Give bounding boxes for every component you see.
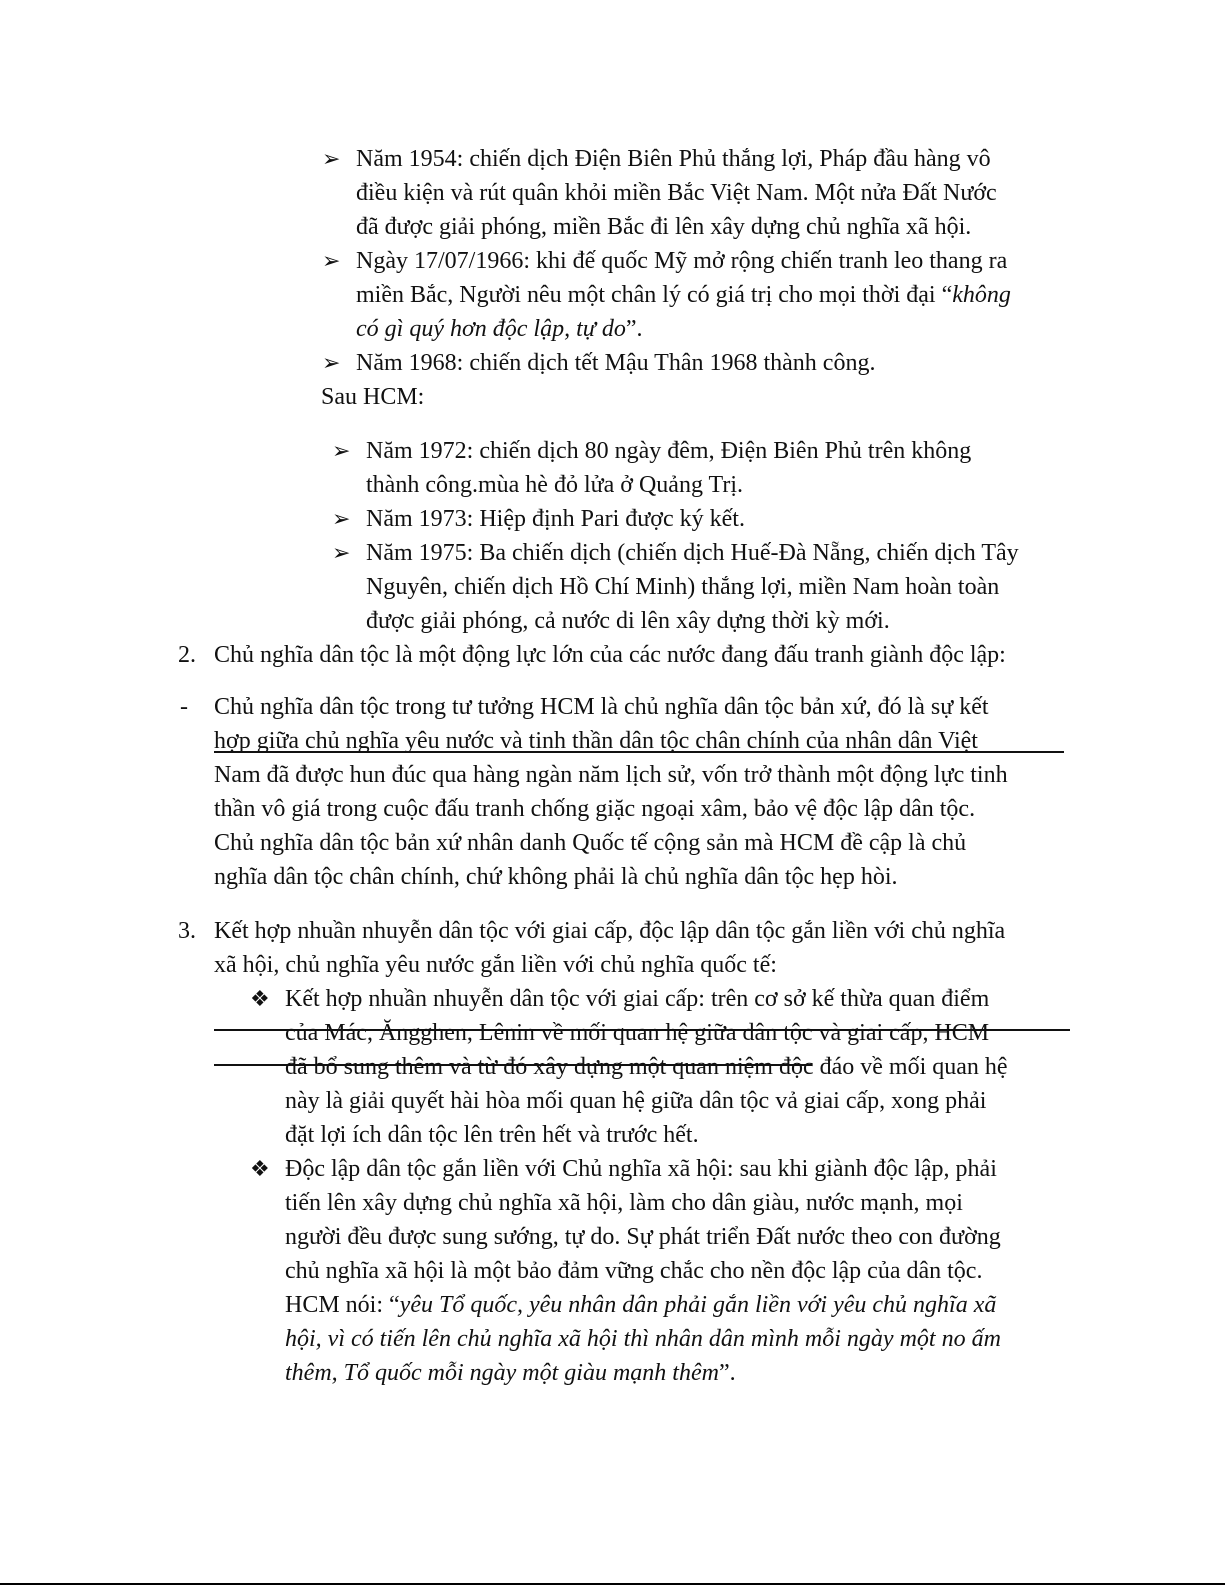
list-item-1954-line2: điều kiện và rút quân khỏi miền Bắc Việt Nam. Một nửa Đất Nước xyxy=(356,180,997,206)
list-item-1975-line1: Năm 1975: Ba chiến dịch (chiến dịch Huế-Đà Nẵng, chiến dịch Tây xyxy=(366,540,1019,566)
section3-heading-line1: Kết hợp nhuần nhuyễn dân tộc với giai cấp, độc lập dân tộc gắn liền với chủ nghĩa xyxy=(214,918,1006,944)
list-item-1968: Năm 1968: chiến dịch tết Mậu Thân 1968 thành công. xyxy=(356,350,876,376)
section3-item2-line1: Độc lập dân tộc gắn liền với Chủ nghĩa xã hội: sau khi giành độc lập, phải xyxy=(285,1156,997,1182)
list-item-1972-line2: thành công.mùa hè đỏ lửa ở Quảng Trị. xyxy=(366,472,743,498)
section3-item2-line6: hội, vì có tiến lên chủ nghĩa xã hội thì nhân dân mình mỗi ngày một no ấm xyxy=(285,1326,1001,1352)
list-item-1966-line3: có gì quý hơn độc lập, tự do”. xyxy=(356,316,643,342)
arrow-bullet-icon: ➢ xyxy=(332,438,351,463)
dash-marker: - xyxy=(180,694,188,720)
section2-heading: Chủ nghĩa dân tộc là một động lực lớn của các nước đang đấu tranh giành độc lập: xyxy=(214,642,1006,668)
diamond-bullet-icon: ❖ xyxy=(250,1156,270,1181)
arrow-bullet-icon: ➢ xyxy=(332,540,351,565)
section3-item2-line4: chủ nghĩa xã hội là một bảo đảm vững chắc cho nền độc lập của dân tộc. xyxy=(285,1258,983,1284)
label-after-hcm: Sau HCM: xyxy=(321,384,425,410)
section3-heading-line2: xã hội, chủ nghĩa yêu nước gắn liền với chủ nghĩa quốc tế: xyxy=(214,952,777,978)
section3-item1-line4: này là giải quyết hài hòa mối quan hệ giữa dân tộc vả giai cấp, xong phải xyxy=(285,1088,987,1114)
list-item-1954-line1: Năm 1954: chiến dịch Điện Biên Phủ thắng lợi, Pháp đầu hàng vô xyxy=(356,146,991,172)
section2-para-line5: Chủ nghĩa dân tộc bản xứ nhân danh Quốc tế cộng sản mà HCM đề cập là chủ xyxy=(214,830,967,856)
list-item-1973: Năm 1973: Hiệp định Pari được ký kết. xyxy=(366,506,745,532)
section3-item1-line3: đã bổ sung thêm và từ đó xây dựng một quan niệm độc đáo về mối quan hệ xyxy=(285,1054,1008,1080)
section2-para-line2: hợp giữa chủ nghĩa yêu nước và tinh thần dân tộc chân chính của nhân dân Việt xyxy=(214,728,978,754)
section3-item2-line7: thêm, Tổ quốc mỗi ngày một giàu mạnh thêm”. xyxy=(285,1360,736,1386)
list-item-1975-line2: Nguyên, chiến dịch Hồ Chí Minh) thắng lợi, miền Nam hoàn toàn xyxy=(366,574,1000,600)
list-item-1975-line3: được giải phóng, cả nước di lên xây dựng thời kỳ mới. xyxy=(366,608,890,634)
arrow-bullet-icon: ➢ xyxy=(322,350,341,375)
list-item-1966-line1: Ngày 17/07/1966: khi đế quốc Mỹ mở rộng chiến tranh leo thang ra xyxy=(356,248,1008,274)
section2-para-line6: nghĩa dân tộc chân chính, chứ không phải là chủ nghĩa dân tộc hẹp hòi. xyxy=(214,864,898,890)
diamond-bullet-icon: ❖ xyxy=(250,986,270,1011)
section3-item2-line2: tiến lên xây dựng chủ nghĩa xã hội, làm cho dân giàu, nước mạnh, mọi xyxy=(285,1190,963,1216)
section3-item2-line5: HCM nói: “yêu Tổ quốc, yêu nhân dân phải gắn liền với yêu chủ nghĩa xã xyxy=(285,1292,997,1318)
section3-item2-line3: người đều được sung sướng, tự do. Sự phát triển Đất nước theo con đường xyxy=(285,1224,1001,1250)
section2-para-line4: thần vô giá trong cuộc đấu tranh chống giặc ngoại xâm, bảo vệ độc lập dân tộc. xyxy=(214,796,976,822)
list-item-1954-line3: đã được giải phóng, miền Bắc đi lên xây dựng chủ nghĩa xã hội. xyxy=(356,214,972,240)
section3-item1-line5: đặt lợi ích dân tộc lên trên hết và trước hết. xyxy=(285,1122,699,1148)
section3-item1-line2: của Mác, Ăngghen, Lênin về mối quan hệ giữa dân tộc và giai cấp, HCM xyxy=(285,1020,990,1046)
list-item-1966-line2: miền Bắc, Người nêu một chân lý có giá trị cho mọi thời đại “không xyxy=(356,282,1011,308)
underline-rule xyxy=(214,751,1064,753)
list-item-1972-line1: Năm 1972: chiến dịch 80 ngày đêm, Điện Biên Phủ trên không xyxy=(366,438,972,464)
arrow-bullet-icon: ➢ xyxy=(332,506,351,531)
section3-item1-line1: Kết hợp nhuần nhuyễn dân tộc với giai cấp: trên cơ sở kế thừa quan điểm xyxy=(285,986,990,1012)
section-number: 3. xyxy=(178,918,196,944)
section2-para-line1: Chủ nghĩa dân tộc trong tư tưởng HCM là chủ nghĩa dân tộc bản xứ, đó là sự kết xyxy=(214,694,989,720)
section2-para-line3: Nam đã được hun đúc qua hàng ngàn năm lịch sử, vốn trở thành một động lực tinh xyxy=(214,762,1008,788)
strike-rule xyxy=(214,1029,1070,1031)
section-number: 2. xyxy=(178,642,196,668)
strike-rule xyxy=(214,1064,812,1066)
arrow-bullet-icon: ➢ xyxy=(322,146,341,171)
arrow-bullet-icon: ➢ xyxy=(322,248,341,273)
